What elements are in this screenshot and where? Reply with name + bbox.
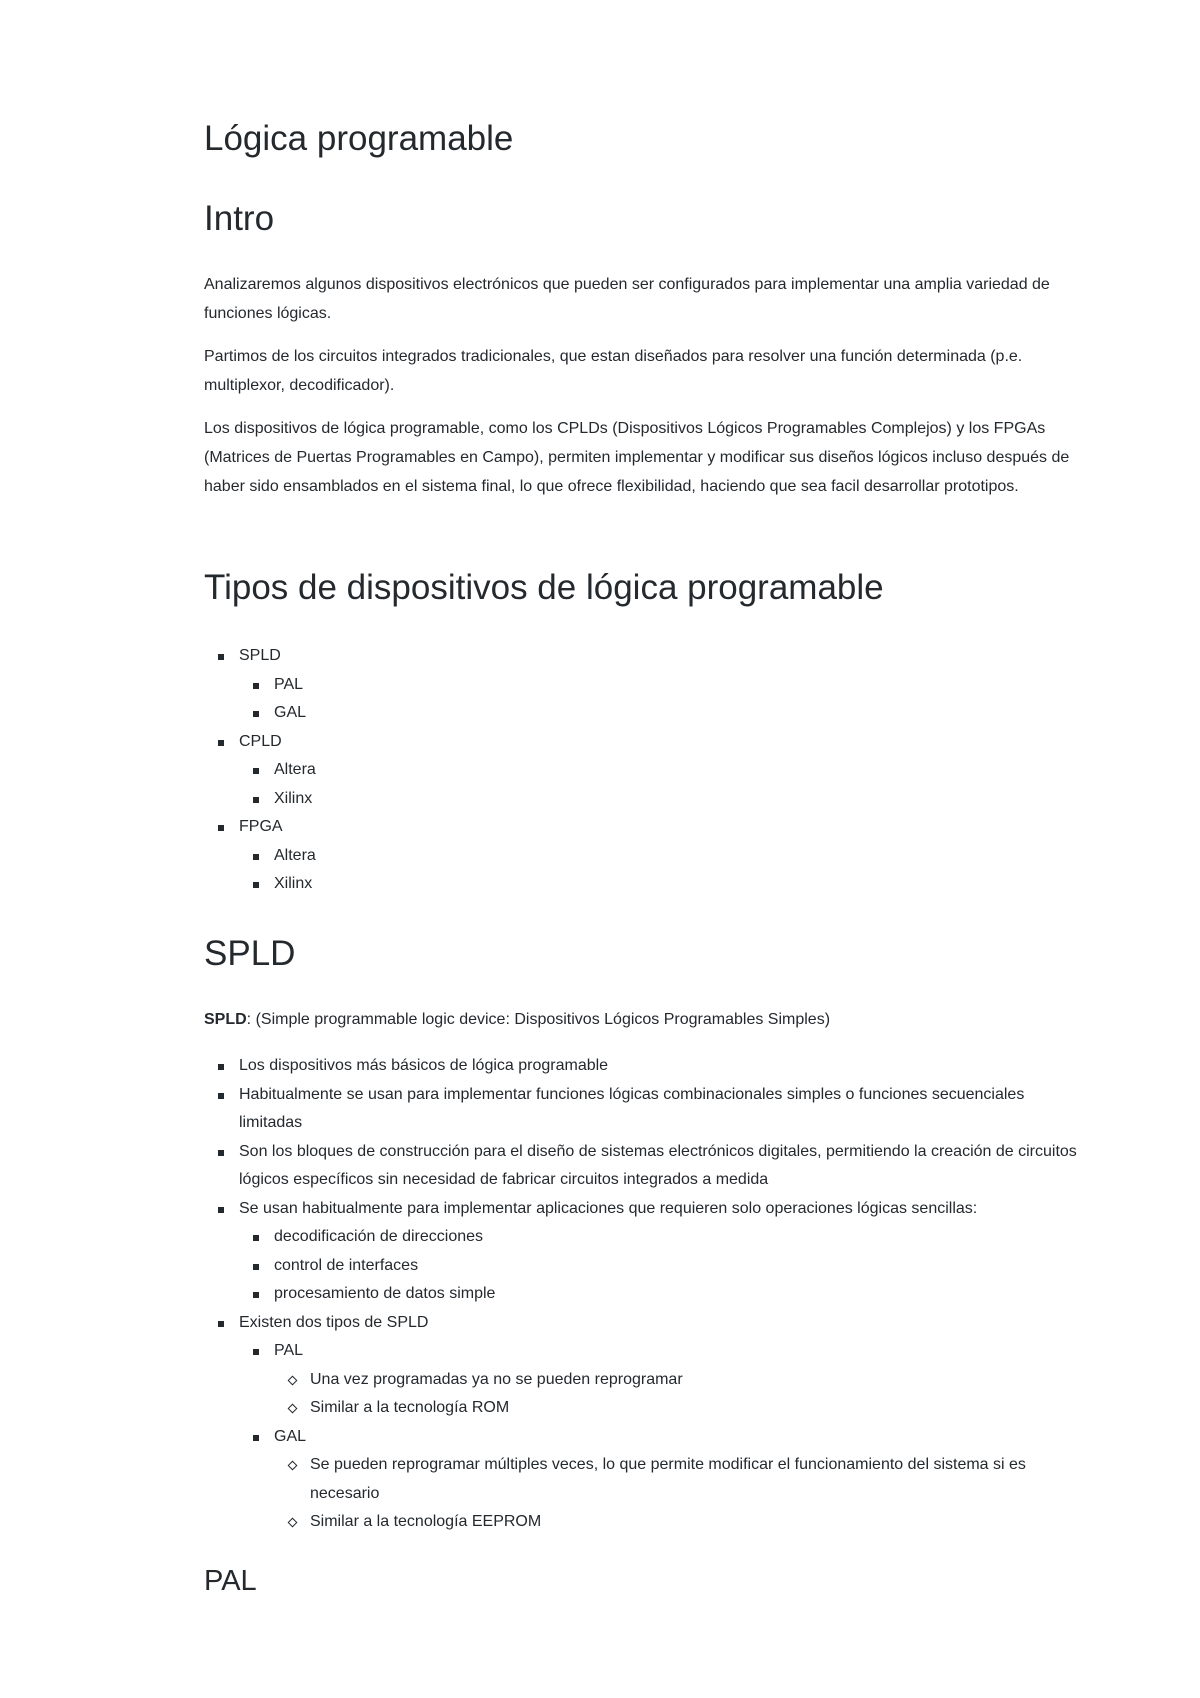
list-item [239, 756, 316, 785]
square-bullet-icon [218, 740, 224, 746]
list-item-label: decodificación de direcciones [274, 1228, 484, 1245]
list-item-label: Los dispositivos más básicos de lógica programable [239, 1057, 609, 1074]
list-item-label: Una vez programadas ya no se pueden reprogramar [310, 1370, 683, 1388]
list-item-label: PAL [274, 1342, 304, 1359]
list-item [239, 842, 316, 871]
intro-section [204, 270, 1084, 515]
spld-heading: SPLD [204, 934, 296, 973]
list-item [204, 1052, 1084, 1081]
list-item [239, 699, 316, 728]
spld-definition [204, 1005, 1084, 1034]
list-item [239, 1423, 1084, 1537]
list-item-label: CPLD [239, 732, 282, 750]
list-item [204, 1138, 1084, 1195]
list-item-label: procesamiento de datos simple [274, 1285, 496, 1302]
square-bullet-icon [218, 1150, 224, 1156]
list-item [274, 1366, 1084, 1395]
list-item [274, 1451, 1084, 1508]
list-item-label: Xilinx [274, 875, 313, 892]
square-bullet-icon [253, 768, 259, 774]
list-item [204, 642, 316, 728]
tipos-list [204, 642, 316, 899]
spld-definition-text: : (Simple programmable logic device: Dispositivos Lógicos Programables Simples) [246, 1011, 831, 1028]
list-item [239, 1280, 1084, 1309]
list-item [274, 1508, 1084, 1537]
intro-heading: Intro [204, 199, 275, 238]
list-item-label: control de interfaces [274, 1256, 419, 1274]
square-bullet-icon [253, 882, 259, 888]
square-bullet-icon [253, 1235, 259, 1241]
list-item [239, 1223, 1084, 1252]
tipos-heading: Tipos de dispositivos de lógica programable [204, 568, 884, 607]
square-bullet-icon [218, 1064, 224, 1070]
square-bullet-icon [253, 1264, 259, 1270]
list-item-label: Similar a la tecnología EEPROM [310, 1513, 542, 1530]
list-item [239, 785, 316, 814]
square-bullet-icon [253, 683, 259, 689]
list-item-label: Existen dos tipos de SPLD [239, 1313, 429, 1331]
list-item-label: GAL [274, 1427, 307, 1445]
list-item-label: Se pueden reprogramar múltiples veces, lo que permite modificar el funcionamiento del sistema si es necesario [310, 1456, 1026, 1502]
list-item [204, 813, 316, 899]
list-item [239, 1252, 1084, 1281]
square-bullet-icon [218, 1321, 224, 1327]
spld-list [204, 1052, 1084, 1537]
list-item [204, 728, 316, 814]
list-item-label: PAL [274, 675, 304, 693]
diamond-bullet-icon [288, 1518, 298, 1528]
diamond-bullet-icon [288, 1461, 298, 1471]
list-item-label: SPLD [239, 647, 281, 664]
square-bullet-icon [253, 854, 259, 860]
square-bullet-icon [218, 654, 224, 660]
page-title: Lógica programable [204, 119, 514, 158]
list-item-label: Se usan habitualmente para implementar aplicaciones que requieren solo operaciones lógicas sencillas: [239, 1199, 978, 1217]
list-item [239, 1337, 1084, 1423]
list-item-label: Altera [274, 846, 316, 864]
list-item [274, 1394, 1084, 1423]
list-item [239, 671, 316, 700]
square-bullet-icon [253, 1435, 259, 1441]
spld-definition-term: SPLD [204, 1011, 247, 1028]
list-item-label: Xilinx [274, 789, 313, 807]
square-bullet-icon [253, 1292, 259, 1298]
square-bullet-icon [218, 1093, 224, 1099]
diamond-bullet-icon [288, 1375, 298, 1385]
square-bullet-icon [218, 1207, 224, 1213]
square-bullet-icon [253, 711, 259, 717]
intro-paragraph: Los dispositivos de lógica programable, como los CPLDs (Dispositivos Lógicos Programables Complejos) y los FPGAs (Matrices de Puertas Programables en Campo), permiten implementar y modificar sus diseños lógicos incluso después de haber sido ensamblados en el sistema final, lo que ofrece flexibilidad, haciendo que sea facil desarrollar prototipos. [204, 420, 1070, 495]
pal-heading: PAL [204, 1565, 257, 1597]
square-bullet-icon [218, 825, 224, 831]
list-item-label: FPGA [239, 818, 283, 835]
square-bullet-icon [253, 797, 259, 803]
list-item-label: Habitualmente se usan para implementar funciones lógicas combinacionales simples o funciones secuenciales limitadas [239, 1085, 1025, 1131]
list-item-label: Similar a la tecnología ROM [310, 1399, 510, 1416]
list-item-label: GAL [274, 704, 307, 721]
list-item-label: Altera [274, 761, 316, 778]
list-item [204, 1081, 1084, 1138]
list-item [239, 870, 316, 899]
list-item [204, 1309, 1084, 1537]
intro-paragraph: Analizaremos algunos dispositivos electrónicos que pueden ser configurados para implementar una amplia variedad de funciones lógicas. [204, 276, 1050, 322]
list-item [204, 1195, 1084, 1309]
intro-paragraph: Partimos de los circuitos integrados tradicionales, que estan diseñados para resolver una función determinada (p.e. multiplexor, decodificador). [204, 348, 1023, 394]
list-item-label: Son los bloques de construcción para el diseño de sistemas electrónicos digitales, permitiendo la creación de circuitos lógicos específicos sin necesidad de fabricar circuitos integrados a medida [239, 1142, 1077, 1188]
diamond-bullet-icon [288, 1404, 298, 1414]
square-bullet-icon [253, 1349, 259, 1355]
